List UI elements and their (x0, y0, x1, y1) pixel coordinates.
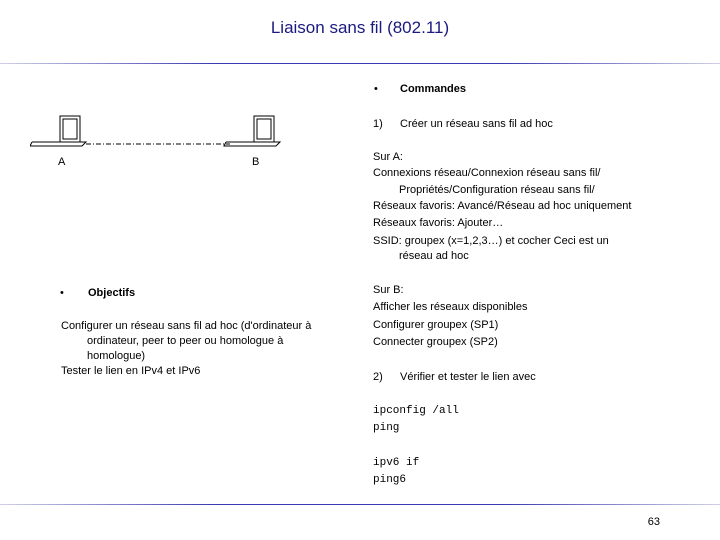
commands-title: Commandes (400, 83, 467, 95)
sur-a-line: Sur A: (373, 151, 403, 163)
laptop-b-icon (224, 116, 280, 146)
objective-line: Tester le lien en IPv4 et IPv6 (61, 365, 201, 377)
command-line: ping6 (373, 474, 407, 486)
slide-title: Liaison sans fil (802.11) (270, 18, 450, 37)
sur-a-line: Réseaux favoris: Ajouter… (373, 217, 504, 229)
sur-b-line: Connecter groupex (SP2) (373, 336, 498, 348)
sur-a-line: Propriétés/Configuration réseau sans fil/ (399, 184, 595, 196)
step1-number: 1) (373, 118, 383, 130)
sur-a-line: réseau ad hoc (399, 250, 469, 262)
objective-line: homologue) (87, 350, 146, 362)
step1-text: Créer un réseau sans fil ad hoc (400, 118, 553, 130)
objective-line: Configurer un réseau sans fil ad hoc (d'ordinateur à (61, 320, 312, 332)
laptop-a-icon (30, 116, 86, 146)
sur-a-line: Connexions réseau/Connexion réseau sans fil/ (373, 167, 601, 179)
step2-text: Vérifier et tester le lien avec (400, 371, 536, 383)
sur-a-line: SSID: groupex (x=1,2,3…) et cocher Ceci est un (373, 235, 609, 247)
top-divider (0, 63, 720, 64)
objectives-bullet: • (60, 287, 64, 299)
command-line: ping (373, 422, 400, 434)
sur-b-line: Afficher les réseaux disponibles (373, 301, 528, 313)
bottom-divider (0, 504, 720, 505)
adhoc-network-diagram (30, 108, 290, 158)
label-a: A (58, 156, 66, 168)
objective-line: ordinateur, peer to peer ou homologue à (87, 335, 284, 347)
command-line: ipv6 if (373, 457, 420, 469)
step2-number: 2) (373, 371, 383, 383)
commands-bullet: • (374, 83, 378, 95)
command-line: ipconfig /all (373, 405, 459, 417)
sur-a-line: Réseaux favoris: Avancé/Réseau ad hoc uniquement (373, 200, 632, 212)
page-number: 63 (647, 516, 660, 528)
sur-b-line: Sur B: (373, 284, 404, 296)
objectives-title: Objectifs (88, 287, 136, 299)
label-b: B (252, 156, 260, 168)
sur-b-line: Configurer groupex (SP1) (373, 319, 499, 331)
